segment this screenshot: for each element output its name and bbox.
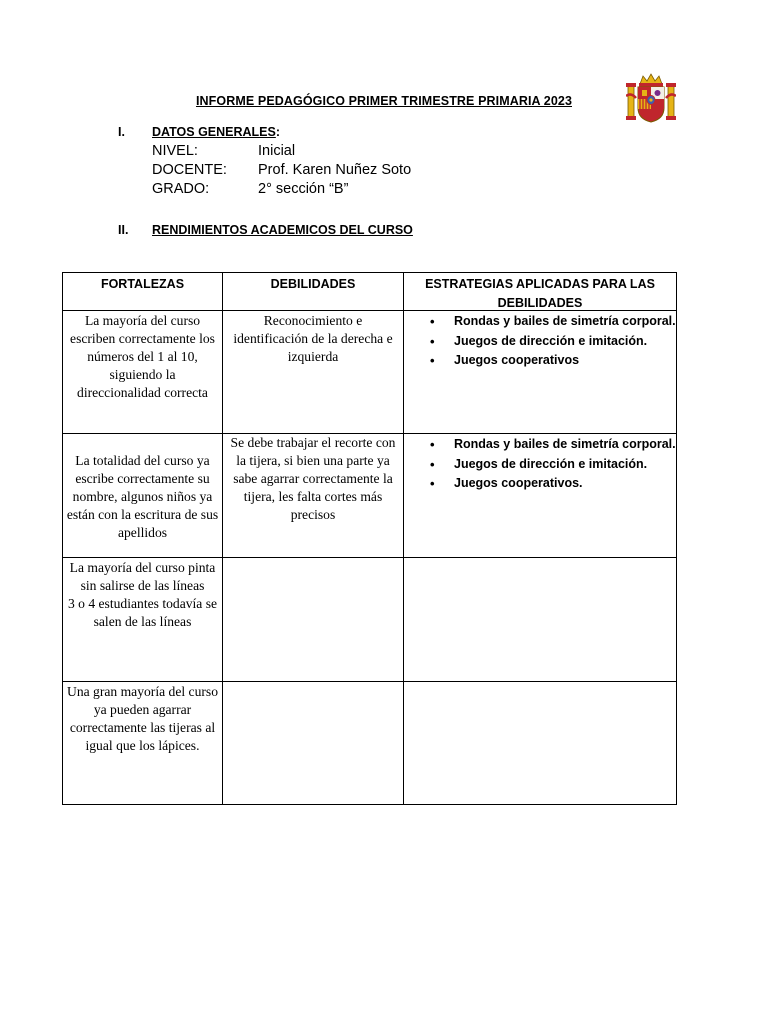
table-cell-debilidad: Reconocimiento e identificación de la derecha e izquierda [223, 311, 404, 434]
table-cell-estrategias [404, 682, 677, 805]
table-header-debilidades: DEBILIDADES [223, 273, 404, 311]
report-title: INFORME PEDAGÓGICO PRIMER TRIMESTRE PRIMARIA 2023 [195, 94, 572, 108]
list-item: • Juegos cooperativos. [454, 474, 676, 494]
table-cell-fortaleza [63, 558, 223, 682]
field-grado [152, 181, 349, 197]
list-item: • Juegos cooperativos [454, 351, 676, 371]
section-number: I. [118, 125, 125, 139]
table-header-estrategias: ESTRATEGIAS APLICADAS PARA LAS DEBILIDADES [404, 273, 677, 311]
fortaleza-line: La mayoría del curso pinta sin salirse de las líneas [69, 560, 216, 593]
field-value: 2° sección “B” [258, 181, 349, 197]
table-cell-estrategias [404, 434, 677, 558]
performance-table [62, 272, 677, 805]
table-cell-debilidad: Se debe trabajar el recorte con la tijera, si bien una parte ya sabe agarrar correctamente la tijera, les falta cortes más precisos [223, 434, 404, 558]
section-title-text: DATOS GENERALES [152, 125, 276, 139]
table-header-fortalezas: FORTALEZAS [63, 273, 223, 311]
list-item: • Juegos de dirección e imitación. [454, 332, 676, 352]
strategy-list [404, 435, 676, 494]
table-cell-debilidad [223, 682, 404, 805]
section-title-colon: : [275, 125, 281, 139]
coat-of-arms-icon [626, 72, 676, 124]
table-cell-fortaleza: La totalidad del curso ya escribe correctamente su nombre, algunos niños ya están con la escritura de sus apellidos [63, 434, 223, 558]
field-docente [152, 162, 412, 178]
fortaleza-line: 3 o 4 estudiantes todavía se salen de las líneas [67, 596, 218, 629]
list-item: • Rondas y bailes de simetría corporal. [454, 312, 676, 332]
list-item: • Juegos de dirección e imitación. [454, 455, 676, 475]
field-value: Inicial [258, 143, 296, 159]
table-cell-fortaleza: Una gran mayoría del curso ya pueden agarrar correctamente las tijeras al igual que los lápices. [63, 682, 223, 805]
list-item: • Rondas y bailes de simetría corporal. [454, 435, 676, 455]
section-title: RENDIMIENTOS ACADEMICOS DEL CURSO [152, 223, 413, 237]
field-value: Prof. Karen Nuñez Soto [258, 162, 412, 178]
table-cell-estrategias [404, 311, 677, 434]
section-title [152, 125, 280, 139]
section-number: II. [118, 223, 129, 237]
table-cell-debilidad [223, 558, 404, 682]
table-cell-estrategias [404, 558, 677, 682]
field-label: DOCENTE: [152, 162, 227, 178]
field-label: NIVEL: [152, 143, 198, 159]
strategy-list [404, 312, 676, 371]
field-nivel [152, 143, 296, 159]
table-cell-fortaleza: La mayoría del curso escriben correctamente los números del 1 al 10, siguiendo la direccionalidad correcta [63, 311, 223, 434]
field-label: GRADO: [152, 181, 210, 197]
